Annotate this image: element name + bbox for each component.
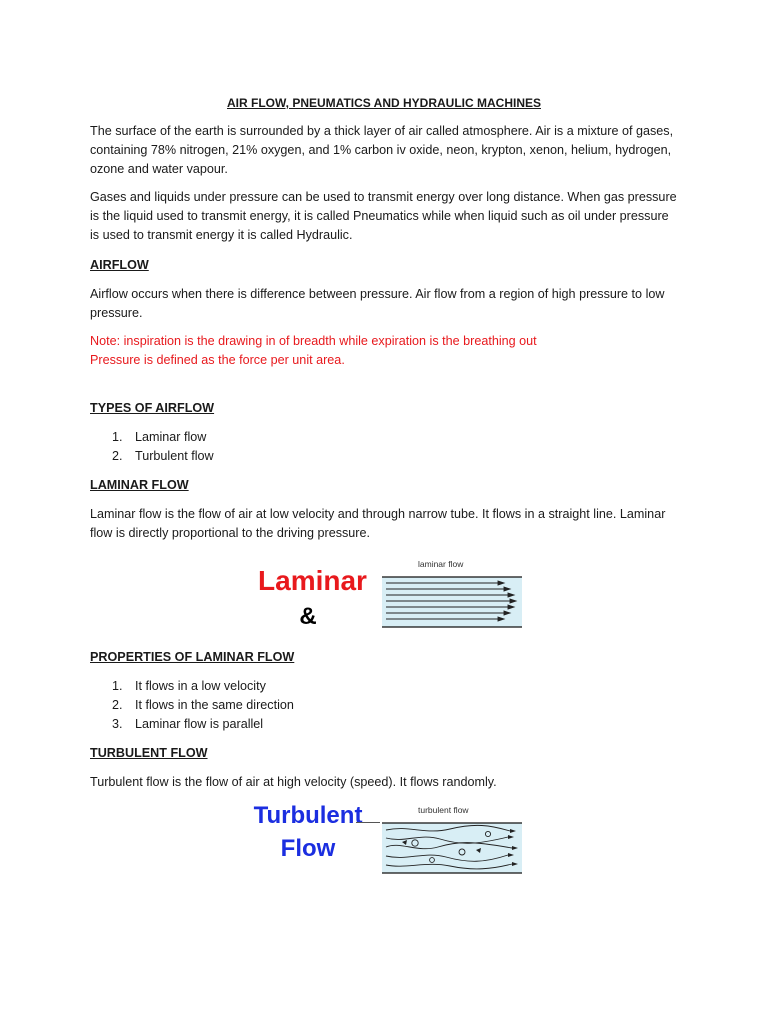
laminar-figure-caption: laminar flow: [418, 559, 464, 569]
turbulent-flow-diagram: [380, 819, 526, 877]
airflow-heading: AIRFLOW: [90, 258, 149, 272]
ampersand-label: &: [299, 603, 317, 630]
turbulent-figure-label-line-2: Flow: [280, 835, 336, 862]
airflow-paragraph: Airflow occurs when there is difference between pressure. Air flow from a region of high pressure to low pressure.: [90, 287, 665, 320]
laminar-paragraph: Laminar flow is the flow of air at low velocity and through narrow tube. It flows in a straight line. Laminar flow is directly proportional to the driving pressure.: [90, 507, 666, 540]
note-line-1: Note: inspiration is the drawing in of breadth while expiration is the breathing out: [90, 334, 537, 348]
list-item: 2. It flows in the same direction: [112, 698, 294, 712]
list-item: 1. It flows in a low velocity: [112, 679, 266, 693]
list-item: 2. Turbulent flow: [112, 449, 214, 463]
list-item: 1. Laminar flow: [112, 430, 207, 444]
turbulent-heading: TURBULENT FLOW: [90, 746, 208, 760]
laminar-properties-heading: PROPERTIES OF LAMINAR FLOW: [90, 650, 295, 664]
turbulent-figure-caption: turbulent flow: [418, 805, 469, 815]
laminar-figure-label: Laminar: [258, 565, 367, 596]
laminar-heading: LAMINAR FLOW: [90, 478, 189, 492]
laminar-flow-diagram: [380, 573, 526, 631]
intro-paragraph-2: Gases and liquids under pressure can be used to transmit energy over long distance. When gas pressure is the liquid used to transmit energy, it is called Pneumatics while when liquid such as oil under pressure is used to transmit energy it is called Hydraulic.: [90, 190, 677, 242]
intro-paragraph-1: The surface of the earth is surrounded by a thick layer of air called atmosphere. Air is a mixture of gases, containing 78% nitrogen, 21% oxygen, and 1% carbon iv oxide, neon, krypton, xenon, helium, hydrogen, ozone and water vapour.: [90, 124, 674, 176]
laminar-properties-list: [90, 677, 680, 734]
document-title: AIR FLOW, PNEUMATICS AND HYDRAULIC MACHINES: [227, 96, 541, 110]
types-list: [90, 428, 680, 466]
tube-fill: [382, 823, 522, 873]
note-line-2: Pressure is defined as the force per unit area.: [90, 353, 345, 367]
turbulent-leader-line: [356, 822, 380, 823]
list-item: 3. Laminar flow is parallel: [112, 717, 264, 731]
types-heading: TYPES OF AIRFLOW: [90, 401, 215, 415]
turbulent-paragraph: Turbulent flow is the flow of air at high velocity (speed). It flows randomly.: [90, 775, 497, 789]
turbulent-figure-label: Turbulent: [253, 802, 363, 829]
